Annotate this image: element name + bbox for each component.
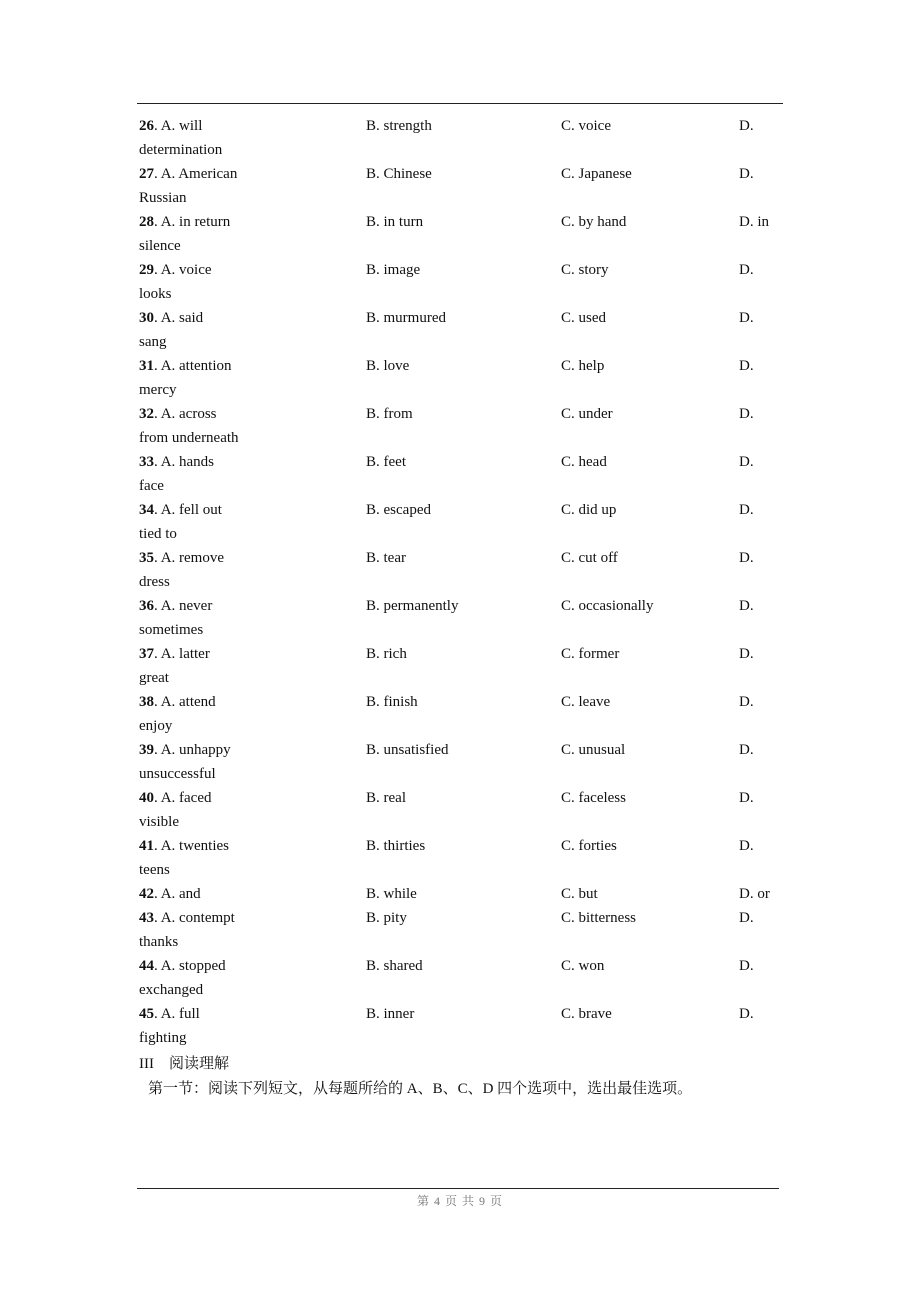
question-row xyxy=(139,258,799,282)
question-row xyxy=(139,882,799,906)
option-b: B. thirties xyxy=(366,838,426,854)
question-number: 38 xyxy=(139,694,154,710)
option-a-text: A. full xyxy=(160,1006,200,1022)
option-a-text: A. remove xyxy=(160,550,224,566)
option-a-text: A. will xyxy=(160,118,203,134)
option-a: 30. A. said xyxy=(139,310,204,326)
option-d-label: D. xyxy=(739,910,754,926)
option-a-text: A. fell out xyxy=(160,502,222,518)
question-row xyxy=(139,954,799,978)
option-c: C. Japanese xyxy=(561,166,632,182)
option-a: 39. A. unhappy xyxy=(139,742,231,758)
question-number: 36 xyxy=(139,598,154,614)
option-c: C. story xyxy=(561,262,609,278)
option-a: 28. A. in return xyxy=(139,214,231,230)
question-row xyxy=(139,498,799,522)
option-a-text: A. American xyxy=(160,166,238,182)
option-a: 44. A. stopped xyxy=(139,958,226,974)
question-number: 33 xyxy=(139,454,154,470)
option-a-text: A. contempt xyxy=(160,910,235,926)
question-item xyxy=(139,738,799,786)
question-item xyxy=(139,906,799,954)
option-a: 43. A. contempt xyxy=(139,910,235,926)
option-b: B. finish xyxy=(366,694,418,710)
option-a: 26. A. will xyxy=(139,118,203,134)
question-number: 37 xyxy=(139,646,154,662)
option-a-text: A. and xyxy=(160,886,201,902)
question-row xyxy=(139,306,799,330)
option-a: 27. A. American xyxy=(139,166,238,182)
question-number: 40 xyxy=(139,790,154,806)
option-a: 32. A. across xyxy=(139,406,217,422)
question-number: 41 xyxy=(139,838,154,854)
question-number: 43 xyxy=(139,910,154,926)
question-row xyxy=(139,594,799,618)
option-c: C. bitterness xyxy=(561,910,636,926)
option-d-label: D. xyxy=(739,550,754,566)
option-c: C. voice xyxy=(561,118,611,134)
option-b: B. rich xyxy=(366,646,407,662)
option-d-text: from underneath xyxy=(139,430,239,446)
question-number: 39 xyxy=(139,742,154,758)
option-a: 35. A. remove xyxy=(139,550,224,566)
footer-rule xyxy=(137,1188,779,1189)
section-title: III 阅读理解 xyxy=(139,1056,229,1072)
question-number: 34 xyxy=(139,502,154,518)
option-c: C. unusual xyxy=(561,742,626,758)
option-b: B. real xyxy=(366,790,406,806)
option-a: 34. A. fell out xyxy=(139,502,222,518)
question-row xyxy=(139,738,799,762)
option-d-text: looks xyxy=(139,286,172,302)
option-d-label: D. xyxy=(739,1006,754,1022)
option-a-text: A. unhappy xyxy=(160,742,231,758)
header-rule xyxy=(137,103,783,104)
option-d-label: D. xyxy=(739,118,754,134)
option-b: B. unsatisfied xyxy=(366,742,449,758)
question-item xyxy=(139,954,799,1002)
question-item xyxy=(139,1002,799,1050)
question-item xyxy=(139,498,799,546)
question-number: 26 xyxy=(139,118,154,134)
option-a: 36. A. never xyxy=(139,598,213,614)
option-d-text: enjoy xyxy=(139,718,173,734)
option-d-text: sometimes xyxy=(139,622,204,638)
question-row xyxy=(139,642,799,666)
question-number: 30 xyxy=(139,310,154,326)
option-b: B. permanently xyxy=(366,598,459,614)
option-c: C. faceless xyxy=(561,790,626,806)
option-d-text: fighting xyxy=(139,1030,187,1046)
question-number: 27 xyxy=(139,166,154,182)
question-row xyxy=(139,834,799,858)
option-b: B. murmured xyxy=(366,310,446,326)
option-d-label: D. xyxy=(739,598,754,614)
question-number: 31 xyxy=(139,358,154,374)
question-item xyxy=(139,306,799,354)
question-item xyxy=(139,834,799,882)
option-d-text: mercy xyxy=(139,382,177,398)
option-a-text: A. voice xyxy=(160,262,212,278)
option-d-label: D. xyxy=(739,262,754,278)
question-row xyxy=(139,162,799,186)
option-a: 42. A. and xyxy=(139,886,201,902)
question-row xyxy=(139,210,799,234)
option-d-label: D. xyxy=(739,694,754,710)
page-number: 第 4 页 共 9 页 xyxy=(416,1194,503,1208)
option-d-label: D. xyxy=(739,358,754,374)
question-row xyxy=(139,402,799,426)
option-a: 33. A. hands xyxy=(139,454,215,470)
option-c: C. won xyxy=(561,958,605,974)
option-b: B. escaped xyxy=(366,502,431,518)
option-d-label: D. xyxy=(739,166,754,182)
option-d-label: D. xyxy=(739,958,754,974)
option-b: B. love xyxy=(366,358,410,374)
option-c: C. head xyxy=(561,454,607,470)
option-d-text: sang xyxy=(139,334,167,350)
option-a: 41. A. twenties xyxy=(139,838,230,854)
question-item xyxy=(139,450,799,498)
option-a-text: A. latter xyxy=(160,646,210,662)
question-item xyxy=(139,354,799,402)
option-c: C. but xyxy=(561,886,598,902)
option-d-text: great xyxy=(139,670,169,686)
option-c: C. cut off xyxy=(561,550,618,566)
option-d-text: Russian xyxy=(139,190,187,206)
option-a: 31. A. attention xyxy=(139,358,232,374)
question-item xyxy=(139,210,799,258)
option-c: C. help xyxy=(561,358,605,374)
question-number: 35 xyxy=(139,550,154,566)
option-d-label: D. xyxy=(739,406,754,422)
option-d-text: dress xyxy=(139,574,170,590)
option-d-text: exchanged xyxy=(139,982,204,998)
option-d-label: D. in xyxy=(739,214,769,230)
option-a-text: A. in return xyxy=(160,214,231,230)
option-c: C. brave xyxy=(561,1006,612,1022)
option-c: C. forties xyxy=(561,838,617,854)
question-row xyxy=(139,906,799,930)
option-a-text: A. hands xyxy=(160,454,215,470)
question-item xyxy=(139,786,799,834)
option-d-text: visible xyxy=(139,814,179,830)
option-d-label: D. xyxy=(739,454,754,470)
option-c: C. used xyxy=(561,310,606,326)
option-b: B. while xyxy=(366,886,417,902)
option-b: B. inner xyxy=(366,1006,415,1022)
option-b: B. Chinese xyxy=(366,166,432,182)
question-item xyxy=(139,402,799,450)
option-d-text: teens xyxy=(139,862,170,878)
question-row xyxy=(139,1002,799,1026)
option-b: B. shared xyxy=(366,958,423,974)
option-d-text: silence xyxy=(139,238,181,254)
option-d-label: D. xyxy=(739,646,754,662)
option-a-text: A. across xyxy=(160,406,217,422)
option-c: C. by hand xyxy=(561,214,627,230)
option-b: B. strength xyxy=(366,118,432,134)
option-b: B. in turn xyxy=(366,214,424,230)
question-item xyxy=(139,162,799,210)
option-b: B. tear xyxy=(366,550,406,566)
question-row xyxy=(139,546,799,570)
question-item xyxy=(139,546,799,594)
question-item xyxy=(139,594,799,642)
option-a-text: A. attend xyxy=(160,694,216,710)
option-b: B. from xyxy=(366,406,413,422)
option-a-text: A. never xyxy=(160,598,213,614)
option-d-text: determination xyxy=(139,142,223,158)
option-d-label: D. xyxy=(739,502,754,518)
question-row xyxy=(139,354,799,378)
option-b: B. image xyxy=(366,262,421,278)
question-number: 32 xyxy=(139,406,154,422)
option-a: 45. A. full xyxy=(139,1006,200,1022)
section-instruction: 第一节：阅读下列短文，从每题所给的 A、B、C、D 四个选项中，选出最佳选项。 xyxy=(148,1081,693,1097)
option-c: C. under xyxy=(561,406,613,422)
question-row xyxy=(139,786,799,810)
option-a-text: A. twenties xyxy=(160,838,230,854)
option-a-text: A. stopped xyxy=(160,958,226,974)
option-a: 40. A. faced xyxy=(139,790,212,806)
option-d-text: face xyxy=(139,478,164,494)
option-d-label: D. xyxy=(739,790,754,806)
option-d-label: D. xyxy=(739,742,754,758)
option-c: C. did up xyxy=(561,502,617,518)
question-number: 44 xyxy=(139,958,154,974)
option-a: 38. A. attend xyxy=(139,694,216,710)
question-number: 29 xyxy=(139,262,154,278)
question-item xyxy=(139,642,799,690)
option-d-text: tied to xyxy=(139,526,177,542)
question-number: 42 xyxy=(139,886,154,902)
option-b: B. pity xyxy=(366,910,407,926)
option-c: C. former xyxy=(561,646,620,662)
option-a: 29. A. voice xyxy=(139,262,212,278)
option-a-text: A. attention xyxy=(160,358,232,374)
option-d-label: D. xyxy=(739,310,754,326)
option-d-label: D. xyxy=(739,838,754,854)
option-d-text: thanks xyxy=(139,934,179,950)
question-item xyxy=(139,882,799,906)
option-d-text: unsuccessful xyxy=(139,766,216,782)
option-a-text: A. faced xyxy=(160,790,212,806)
option-c: C. leave xyxy=(561,694,611,710)
option-d-label: D. or xyxy=(739,886,770,902)
option-a-text: A. said xyxy=(160,310,204,326)
question-item xyxy=(139,114,799,162)
option-b: B. feet xyxy=(366,454,406,470)
option-a: 37. A. latter xyxy=(139,646,210,662)
question-number: 28 xyxy=(139,214,154,230)
option-c: C. occasionally xyxy=(561,598,654,614)
question-number: 45 xyxy=(139,1006,154,1022)
question-item xyxy=(139,690,799,738)
question-item xyxy=(139,258,799,306)
question-row xyxy=(139,450,799,474)
question-list xyxy=(139,114,799,1050)
question-row xyxy=(139,690,799,714)
question-row xyxy=(139,114,799,138)
